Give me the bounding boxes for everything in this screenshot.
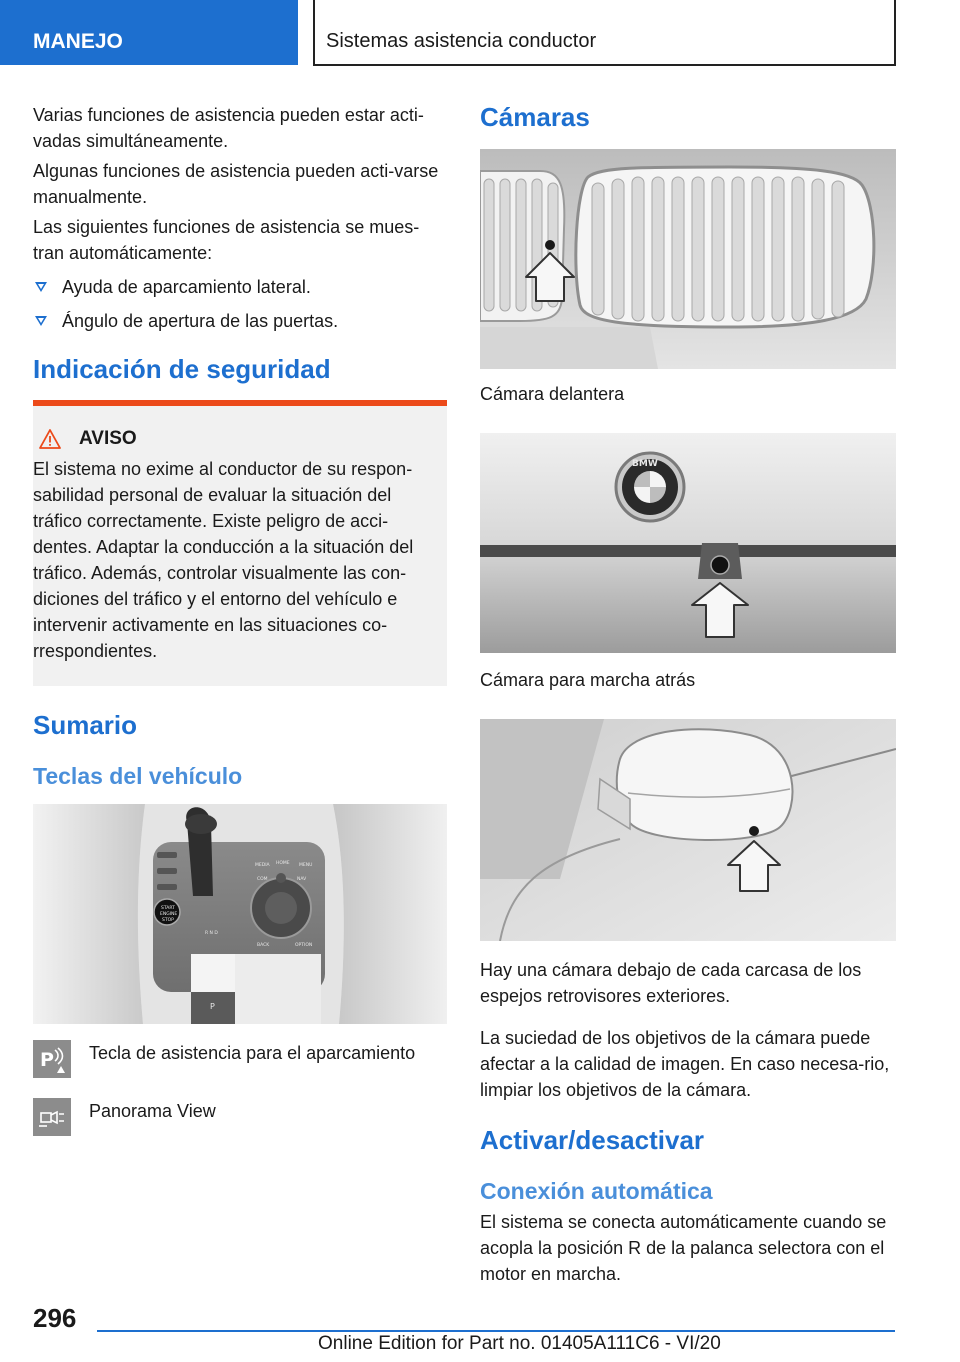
icon-legend-item bbox=[33, 1098, 447, 1136]
start-label: START bbox=[161, 906, 175, 911]
intro-paragraph-1: Varias funciones de asistencia pueden estar acti-vadas simultáneamente. bbox=[33, 105, 424, 151]
parking-assist-label: Tecla de asistencia para el aparcamiento bbox=[89, 1043, 416, 1063]
lens-cleaning-text: La suciedad de los objetivos de la cámara puede afectar a la calidad de imagen. En caso necesa-rio, limpiar los objetivos de la cámara. bbox=[480, 1028, 890, 1100]
option-label: OPTION bbox=[295, 943, 313, 948]
park-label: P bbox=[210, 1002, 215, 1011]
com-label: COM bbox=[257, 877, 268, 882]
vehicle-keys-heading: Teclas del vehículo bbox=[33, 763, 243, 789]
list-item bbox=[33, 274, 447, 300]
footer-edition: Online Edition for Part no. 01405A111C6 - VI/20 bbox=[318, 1333, 721, 1354]
activate-heading: Activar/desactivar bbox=[480, 1125, 705, 1155]
front-camera-caption: Cámara delantera bbox=[480, 384, 625, 404]
intro-paragraph-3: Las siguientes funciones de asistencia se mues-tran automáticamente: bbox=[33, 217, 420, 263]
mirror-camera-text: Hay una cámara debajo de cada carcasa de los espejos retrovisores exteriores. bbox=[480, 960, 862, 1006]
auto-connection-text: El sistema se conecta automáticamente cuando se acopla la posición R de la palanca selectora con el motor en marcha. bbox=[480, 1212, 887, 1284]
summary-heading: Sumario bbox=[33, 710, 138, 740]
panorama-view-label: Panorama View bbox=[89, 1101, 216, 1121]
mirror-camera-photo bbox=[480, 719, 896, 941]
intro-paragraph-2: Algunas funciones de asistencia pueden acti-varse manualmente. bbox=[33, 161, 439, 207]
warning-text: El sistema no exime al conductor de su respon-sabilidad personal de evaluar la situación del tráfico correctamente. Existe peligro de acci-dentes. Adaptar la conducción a la situación del tráfico. Además, controlar visualmente las con-diciones del tráfico y el entorno del vehículo e intervenir activamente en las situaciones co-rrespondientes. bbox=[33, 459, 414, 661]
back-label: BACK bbox=[257, 943, 270, 948]
section-tab bbox=[0, 0, 298, 65]
right-column bbox=[480, 102, 896, 1291]
home-label: HOME bbox=[276, 861, 290, 866]
media-label: MEDIA bbox=[255, 863, 270, 868]
warning-label: AVISO bbox=[79, 428, 137, 449]
bullet-triangle-icon bbox=[35, 316, 47, 326]
list-item-text: Ayuda de aparcamiento lateral. bbox=[62, 277, 311, 297]
auto-connection-heading: Conexión automática bbox=[480, 1178, 713, 1204]
bullet-triangle-icon bbox=[35, 282, 47, 292]
warning-box bbox=[33, 400, 447, 686]
safety-heading: Indicación de seguridad bbox=[33, 354, 331, 384]
menu-label: MENU bbox=[299, 863, 313, 868]
rear-camera-caption: Cámara para marcha atrás bbox=[480, 670, 696, 690]
front-camera-photo bbox=[480, 149, 896, 369]
stop-label: STOP bbox=[162, 918, 174, 923]
parking-assist-icon bbox=[33, 1040, 71, 1078]
kidney-grille-illustration bbox=[480, 149, 896, 369]
page-number: 296 bbox=[33, 1303, 77, 1333]
icon-legend-item bbox=[33, 1040, 447, 1078]
side-mirror-illustration bbox=[480, 719, 896, 941]
rear-camera-illustration bbox=[480, 433, 896, 653]
footer-divider bbox=[97, 1330, 895, 1332]
left-column bbox=[33, 102, 447, 1136]
nav-label: NAV bbox=[297, 877, 307, 882]
svg-text:P: P bbox=[40, 1049, 54, 1071]
page-header-title: Sistemas asistencia conductor bbox=[326, 30, 597, 52]
panorama-view-icon bbox=[33, 1098, 71, 1136]
engine-label: ENGINE bbox=[160, 912, 178, 917]
list-item-text: Ángulo de apertura de las puertas. bbox=[62, 311, 339, 331]
gear-positions: R N D bbox=[205, 931, 218, 936]
warning-header bbox=[39, 428, 441, 450]
rear-camera-photo bbox=[480, 433, 896, 653]
bmw-logo-text: BMW bbox=[632, 459, 658, 469]
warning-triangle-icon bbox=[39, 429, 61, 449]
center-console-illustration bbox=[33, 804, 447, 1024]
cameras-heading: Cámaras bbox=[480, 102, 590, 132]
list-item bbox=[33, 308, 447, 334]
section-label: MANEJO bbox=[33, 30, 123, 53]
center-console-photo bbox=[33, 804, 447, 1024]
